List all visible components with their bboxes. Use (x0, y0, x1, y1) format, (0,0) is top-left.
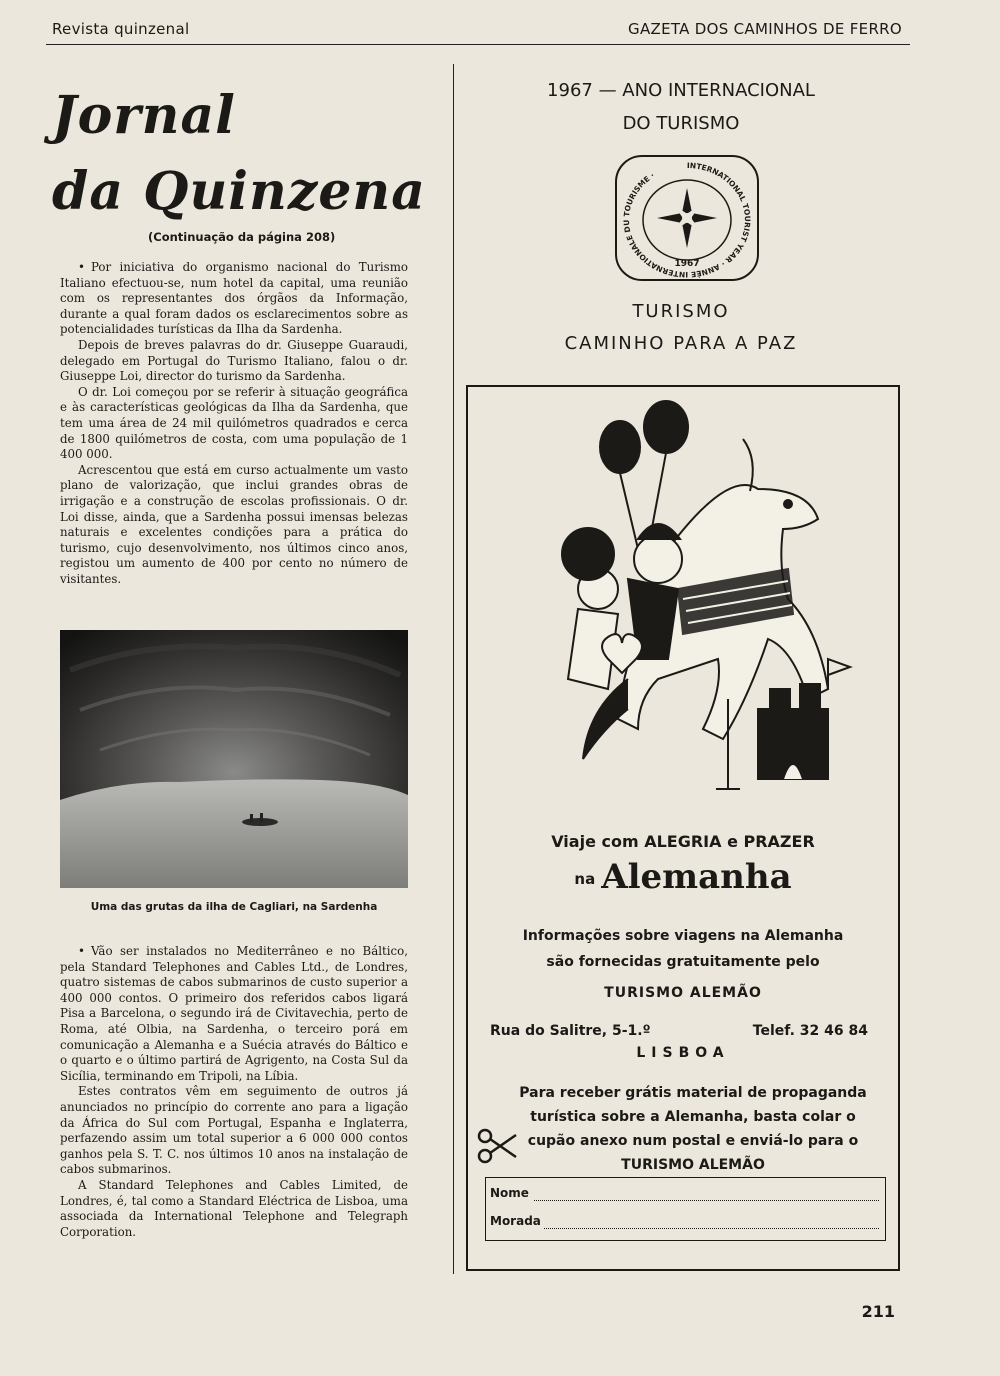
horse-riders-illustration (488, 399, 878, 819)
coupon-name-field[interactable] (534, 1200, 879, 1201)
tourism-year-heading: 1967 — ANO INTERNACIONAL DO TURISMO (547, 80, 815, 134)
paragraph: A Standard Telephones and Cables Limited, de Londres, é, tal como a Standard Eléctrica de Lisboa, uma associada da International Telephone and Telegraph Corporation. (60, 1177, 408, 1239)
emblem-ring-text: INTERNATIONAL TOURIST YEAR · ANNÉE INTERNATIONALE DU TOURISME · (621, 160, 753, 280)
photo-caption: Uma das grutas da ilha de Cagliari, na Sardenha (90, 901, 378, 913)
paragraph: Estes contratos vêm em seguimento de outros já anunciados no princípio do corrente ano para a ligação da África do Sul com Portugal, Espanha e Inglaterra, perfazendo assim um total superior a 6 000 000 contos ganhos pela S. T. C. nos últimos 10 anos na instalação de cabos submarinos. (60, 1084, 408, 1177)
paragraph: Acrescentou que está em curso actualmente um vasto plano de valorização, que inclui grandes obras de irrigação e a construção de escolas profissionais. O dr. Loi disse, ainda, que a Sardenha possui imensas belezas naturais e excelentes condições para a prática do turismo, cujo desenvolvimento, nos últimos cinco anos, registou um aumento de 400 por cento no número de visitantes. (60, 462, 408, 586)
coupon-address-field[interactable] (544, 1228, 879, 1229)
coupon-form (485, 1177, 886, 1241)
section-title (52, 78, 432, 230)
running-header-right: GAZETA DOS CAMINHOS DE FERRO (628, 20, 902, 38)
ad-organization: TURISMO ALEMÃO (604, 985, 762, 1001)
scissors-icon (476, 1127, 518, 1167)
ad-phone: Telef. 32 46 84 (752, 1023, 868, 1039)
article-cables (60, 944, 408, 1240)
bullet-icon: • (78, 260, 85, 274)
running-header-left: Revista quinzenal (52, 20, 190, 38)
ad-address: Rua do Salitre, 5-1.º (490, 1023, 651, 1039)
paragraph: O dr. Loi começou por se referir à situação geográfica e às características geológicas da Ilha da Sardenha, que tem uma área de 24 mil quilómetros quadrados e cerca de 1800 quilómetros de costa, com uma população de 1 400 000. (60, 384, 408, 462)
article-sardinia (60, 260, 408, 587)
ad-country: na Alemanha (574, 857, 792, 897)
continuation-note: (Continuação da página 208) (148, 230, 336, 244)
germany-tourism-ad (466, 385, 900, 1271)
column-divider (453, 64, 454, 1274)
paragraph: • Vão ser instalados no Mediterrâneo e no Báltico, pela Standard Telephones and Cables Ltd., de Londres, quatro sistemas de cabos submarinos de custo superior a 400 000 contos. O primeiro dos referidos cabos ligará Pisa a Barcelona, o segundo irá de Civitavechia, perto de Roma, até Olbia, na Sardenha, o terceiro porá em comunicação a Alemanha e a Suécia através do Báltico e o quarto e o último partirá de Agrigento, na Costa Sul da Sicília, terminando em Tripoli, na Líbia. (60, 944, 408, 1083)
bullet-icon: • (78, 944, 85, 958)
header-rule (46, 44, 910, 45)
ad-tagline: Viaje com ALEGRIA e PRAZER (551, 832, 815, 851)
title-line-1: Jornal (52, 85, 236, 146)
tourism-year-emblem (612, 152, 762, 284)
paragraph: • Por iniciativa do organismo nacional do Turismo Italiano efectuou-se, num hotel da capital, uma reunião com os representantes dos órgãos da Informação, durante a qual foram dados os esclarecimentos sobre as potencialidades turísticas da Ilha da Sardenha. (60, 260, 408, 337)
emblem-year: 1967 (674, 259, 700, 269)
peace-slogan: TURISMO CAMINHO PARA A PAZ (564, 301, 798, 354)
ad-info: Informações sobre viagens na Alemanha são fornecidas gratuitamente pelo (522, 928, 844, 970)
cave-photo (60, 630, 408, 888)
ad-city: LISBOA (636, 1045, 730, 1061)
title-line-2: da Quinzena (52, 161, 426, 222)
coupon-instructions: Para receber grátis material de propaganda turística sobre a Alemanha, basta colar o cupão anexo num postal e enviá-lo para o TURISMO ALEMÃO (519, 1085, 867, 1173)
paragraph: Depois de breves palavras do dr. Giuseppe Guaraudi, delegado em Portugal do Turismo Italiano, falou o dr. Giuseppe Loi, director do turismo da Sardenha. (60, 337, 408, 384)
page-number: 211 (861, 1302, 895, 1321)
coupon-address-label: Morada (490, 1214, 541, 1228)
coupon-name-label: Nome (490, 1186, 529, 1200)
